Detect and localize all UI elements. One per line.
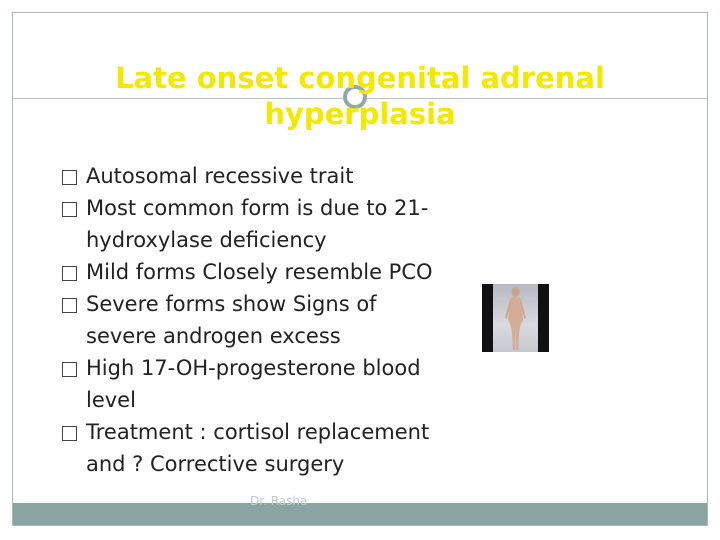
bullet-item: [62, 256, 442, 288]
bullet-text: Most common form is due to 21-hydroxylase deficiency: [86, 196, 429, 252]
slide-title: Late onset congenital adrenal hyperplasia: [115, 61, 605, 131]
footer-bar: [13, 503, 707, 525]
checkbox-square-icon: [62, 170, 77, 185]
bullet-item: [62, 192, 442, 256]
footer-author: Dr. Rasha: [250, 494, 308, 508]
bullet-text: Severe forms show Signs of severe androgen excess: [86, 292, 377, 348]
bullet-item: [62, 288, 442, 352]
photo-panel: [493, 284, 538, 352]
bullet-text: Autosomal recessive trait: [86, 164, 354, 188]
bullet-text: Mild forms Closely resemble PCO: [86, 260, 433, 284]
clinical-photo: [482, 284, 549, 352]
bullet-item: [62, 160, 442, 192]
bullet-list: [62, 160, 442, 480]
checkbox-square-icon: [62, 362, 77, 377]
figure-silhouette-icon: [493, 284, 538, 352]
bullet-text: Treatment : cortisol replacement and ? Corrective surgery: [86, 420, 430, 476]
checkbox-square-icon: [62, 202, 77, 217]
bullet-item: [62, 352, 442, 416]
checkbox-square-icon: [62, 298, 77, 313]
bullet-item: [62, 416, 442, 480]
bullet-text: High 17-OH-progesterone blood level: [86, 356, 421, 412]
checkbox-square-icon: [62, 266, 77, 281]
checkbox-square-icon: [62, 426, 77, 441]
